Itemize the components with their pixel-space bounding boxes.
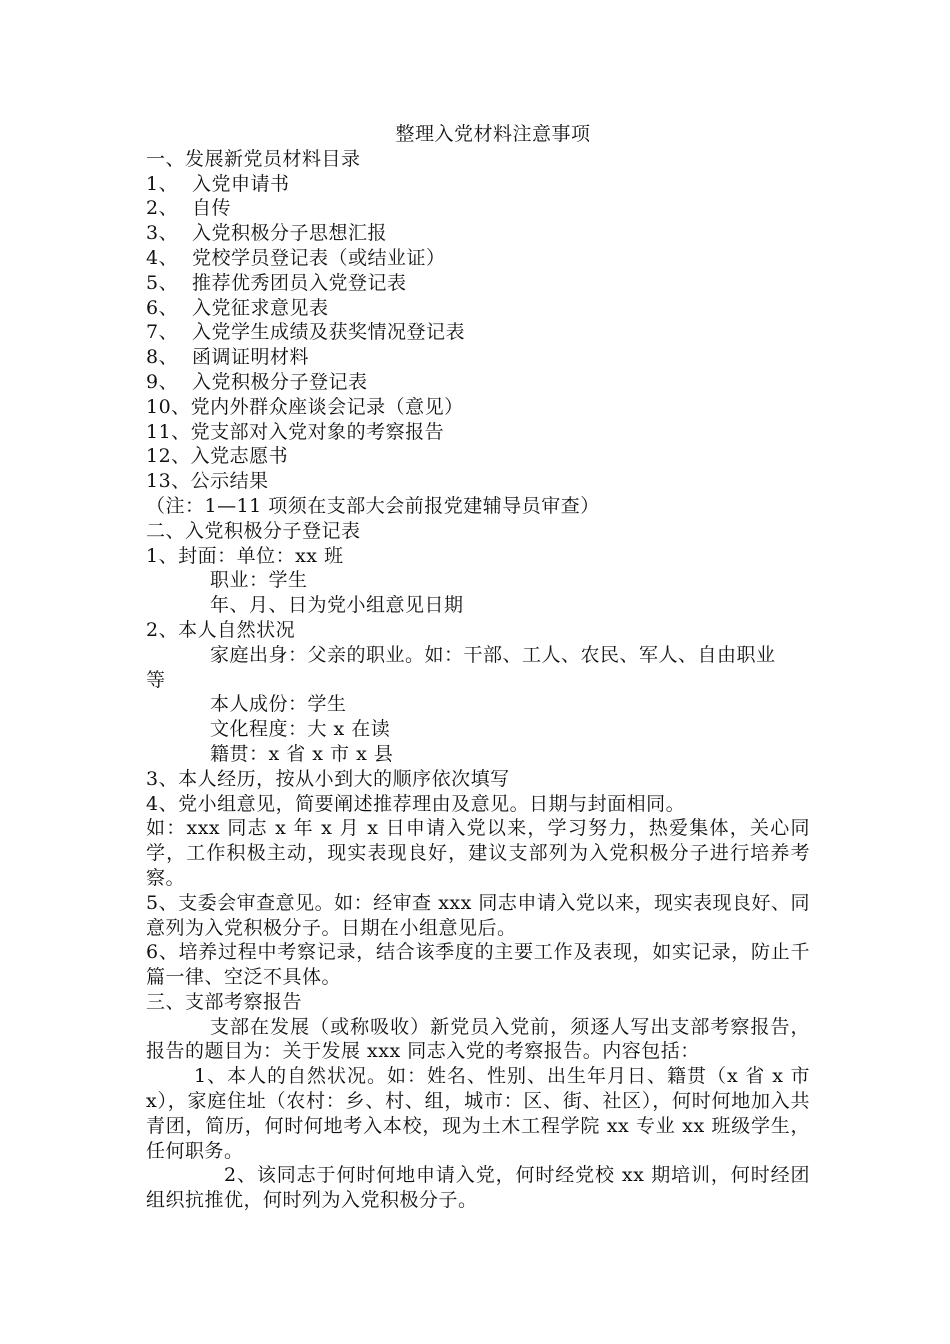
- list-item-number: 1、: [146, 172, 179, 195]
- list-item: [146, 246, 810, 271]
- list-item-text: 入党积极分子登记表: [192, 370, 368, 393]
- section3-intro: 支部在发展（或称吸收）新党员入党前，须逐人写出支部考察报告，报告的题目为：关于发展 xxx 同志入党的考察报告。内容包括：: [146, 1015, 810, 1063]
- list-item: [146, 320, 810, 345]
- family-background-cont: 等: [146, 668, 166, 691]
- list-item: [146, 196, 810, 221]
- document-title: 整理入党材料注意事项: [395, 123, 591, 145]
- list-item: 13、公示结果: [146, 470, 269, 493]
- section3-point2: 2、该同志于何时何地申请入党，何时经党校 xx 期培训，何时经团组织抗推优，何时列为入党积极分子。: [146, 1164, 810, 1212]
- list-item-number: 5、: [146, 271, 179, 294]
- list-item-number: 8、: [146, 346, 179, 369]
- section3-point1: 1、本人的自然状况。如：姓名、性别、出生年月日、籍贯（x 省 x 市 x），家庭住址（农村：乡、村、组，城市：区、街、社区），何时何地加入共青团，简历，何时何地考入本校，现为土木工程学院 xx 专业 xx 班级学生，任何职务。: [146, 1065, 810, 1162]
- list-item: [146, 345, 810, 370]
- list-item: 10、党内外群众座谈会记录（意见）: [146, 395, 464, 418]
- list-item-text: 推荐优秀团员入党登记表: [192, 271, 407, 294]
- family-background: 家庭出身：父亲的职业。如：干部、工人、农民、军人、自由职业: [210, 643, 776, 666]
- list-item: [146, 271, 810, 296]
- section3-heading: 三、支部考察报告: [146, 990, 303, 1013]
- education-level: 文化程度：大 x 在读: [210, 718, 391, 741]
- list-item-number: 3、: [146, 222, 179, 245]
- group-opinion: 4、党小组意见，简要阐述推荐理由及意见。日期与封面相同。: [146, 792, 686, 815]
- list-item: 12、入党志愿书: [146, 445, 289, 468]
- list-item-number: 6、: [146, 296, 179, 319]
- list-item-text: 入党申请书: [192, 172, 290, 195]
- training-record: 6、培养过程中考察记录，结合该季度的主要工作及表现，如实记录，防止千篇一律、空泛不具体。: [146, 941, 810, 989]
- list-item-text: 自传: [192, 197, 232, 220]
- section2-heading: 二、入党积极分子登记表: [146, 519, 361, 542]
- list-item: [146, 172, 810, 197]
- personal-experience: 3、本人经历，按从小到大的顺序依次填写: [146, 767, 510, 790]
- list-item-number: 4、: [146, 246, 179, 269]
- natural-status-heading: 2、本人自然状况: [146, 618, 296, 641]
- list-item: 11、党支部对入党对象的考察报告: [146, 420, 445, 443]
- list-item: [146, 221, 810, 246]
- cover-job: 职业：学生: [210, 569, 308, 592]
- list-item: [146, 296, 810, 321]
- list-item-text: 入党学生成绩及获奖情况登记表: [192, 321, 466, 344]
- committee-opinion: 5、支委会审查意见。如：经审查 xxx 同志申请入党以来，现实表现良好、同意列为入党积极分子。日期在小组意见后。: [146, 891, 810, 939]
- list-item-text: 函调证明材料: [192, 346, 310, 369]
- list-item-text: 入党征求意见表: [192, 296, 329, 319]
- section1-note: （注：1—11 项须在支部大会前报党建辅导员审查）: [146, 494, 600, 517]
- document-page: [146, 122, 810, 1213]
- section1-heading: 一、发展新党员材料目录: [146, 147, 361, 170]
- list-item: [146, 370, 810, 395]
- native-place: 籍贯：x 省 x 市 x 县: [210, 742, 394, 765]
- list-item-number: 2、: [146, 197, 179, 220]
- list-item-number: 7、: [146, 321, 179, 344]
- group-opinion-example: 如：xxx 同志 x 年 x 月 x 日申请入党以来，学习努力，热爱集体，关心同学，工作积极主动，现实表现良好，建议支部列为入党积极分子进行培养考察。: [146, 817, 810, 889]
- list-item-number: 9、: [146, 370, 179, 393]
- list-item-text: 入党积极分子思想汇报: [192, 222, 388, 245]
- list-item-text: 党校学员登记表（或结业证）: [192, 246, 446, 269]
- cover-date: 年、月、日为党小组意见日期: [210, 594, 464, 617]
- cover-unit: 1、封面：单位：xx 班: [146, 544, 344, 567]
- personal-status: 本人成份：学生: [210, 693, 347, 716]
